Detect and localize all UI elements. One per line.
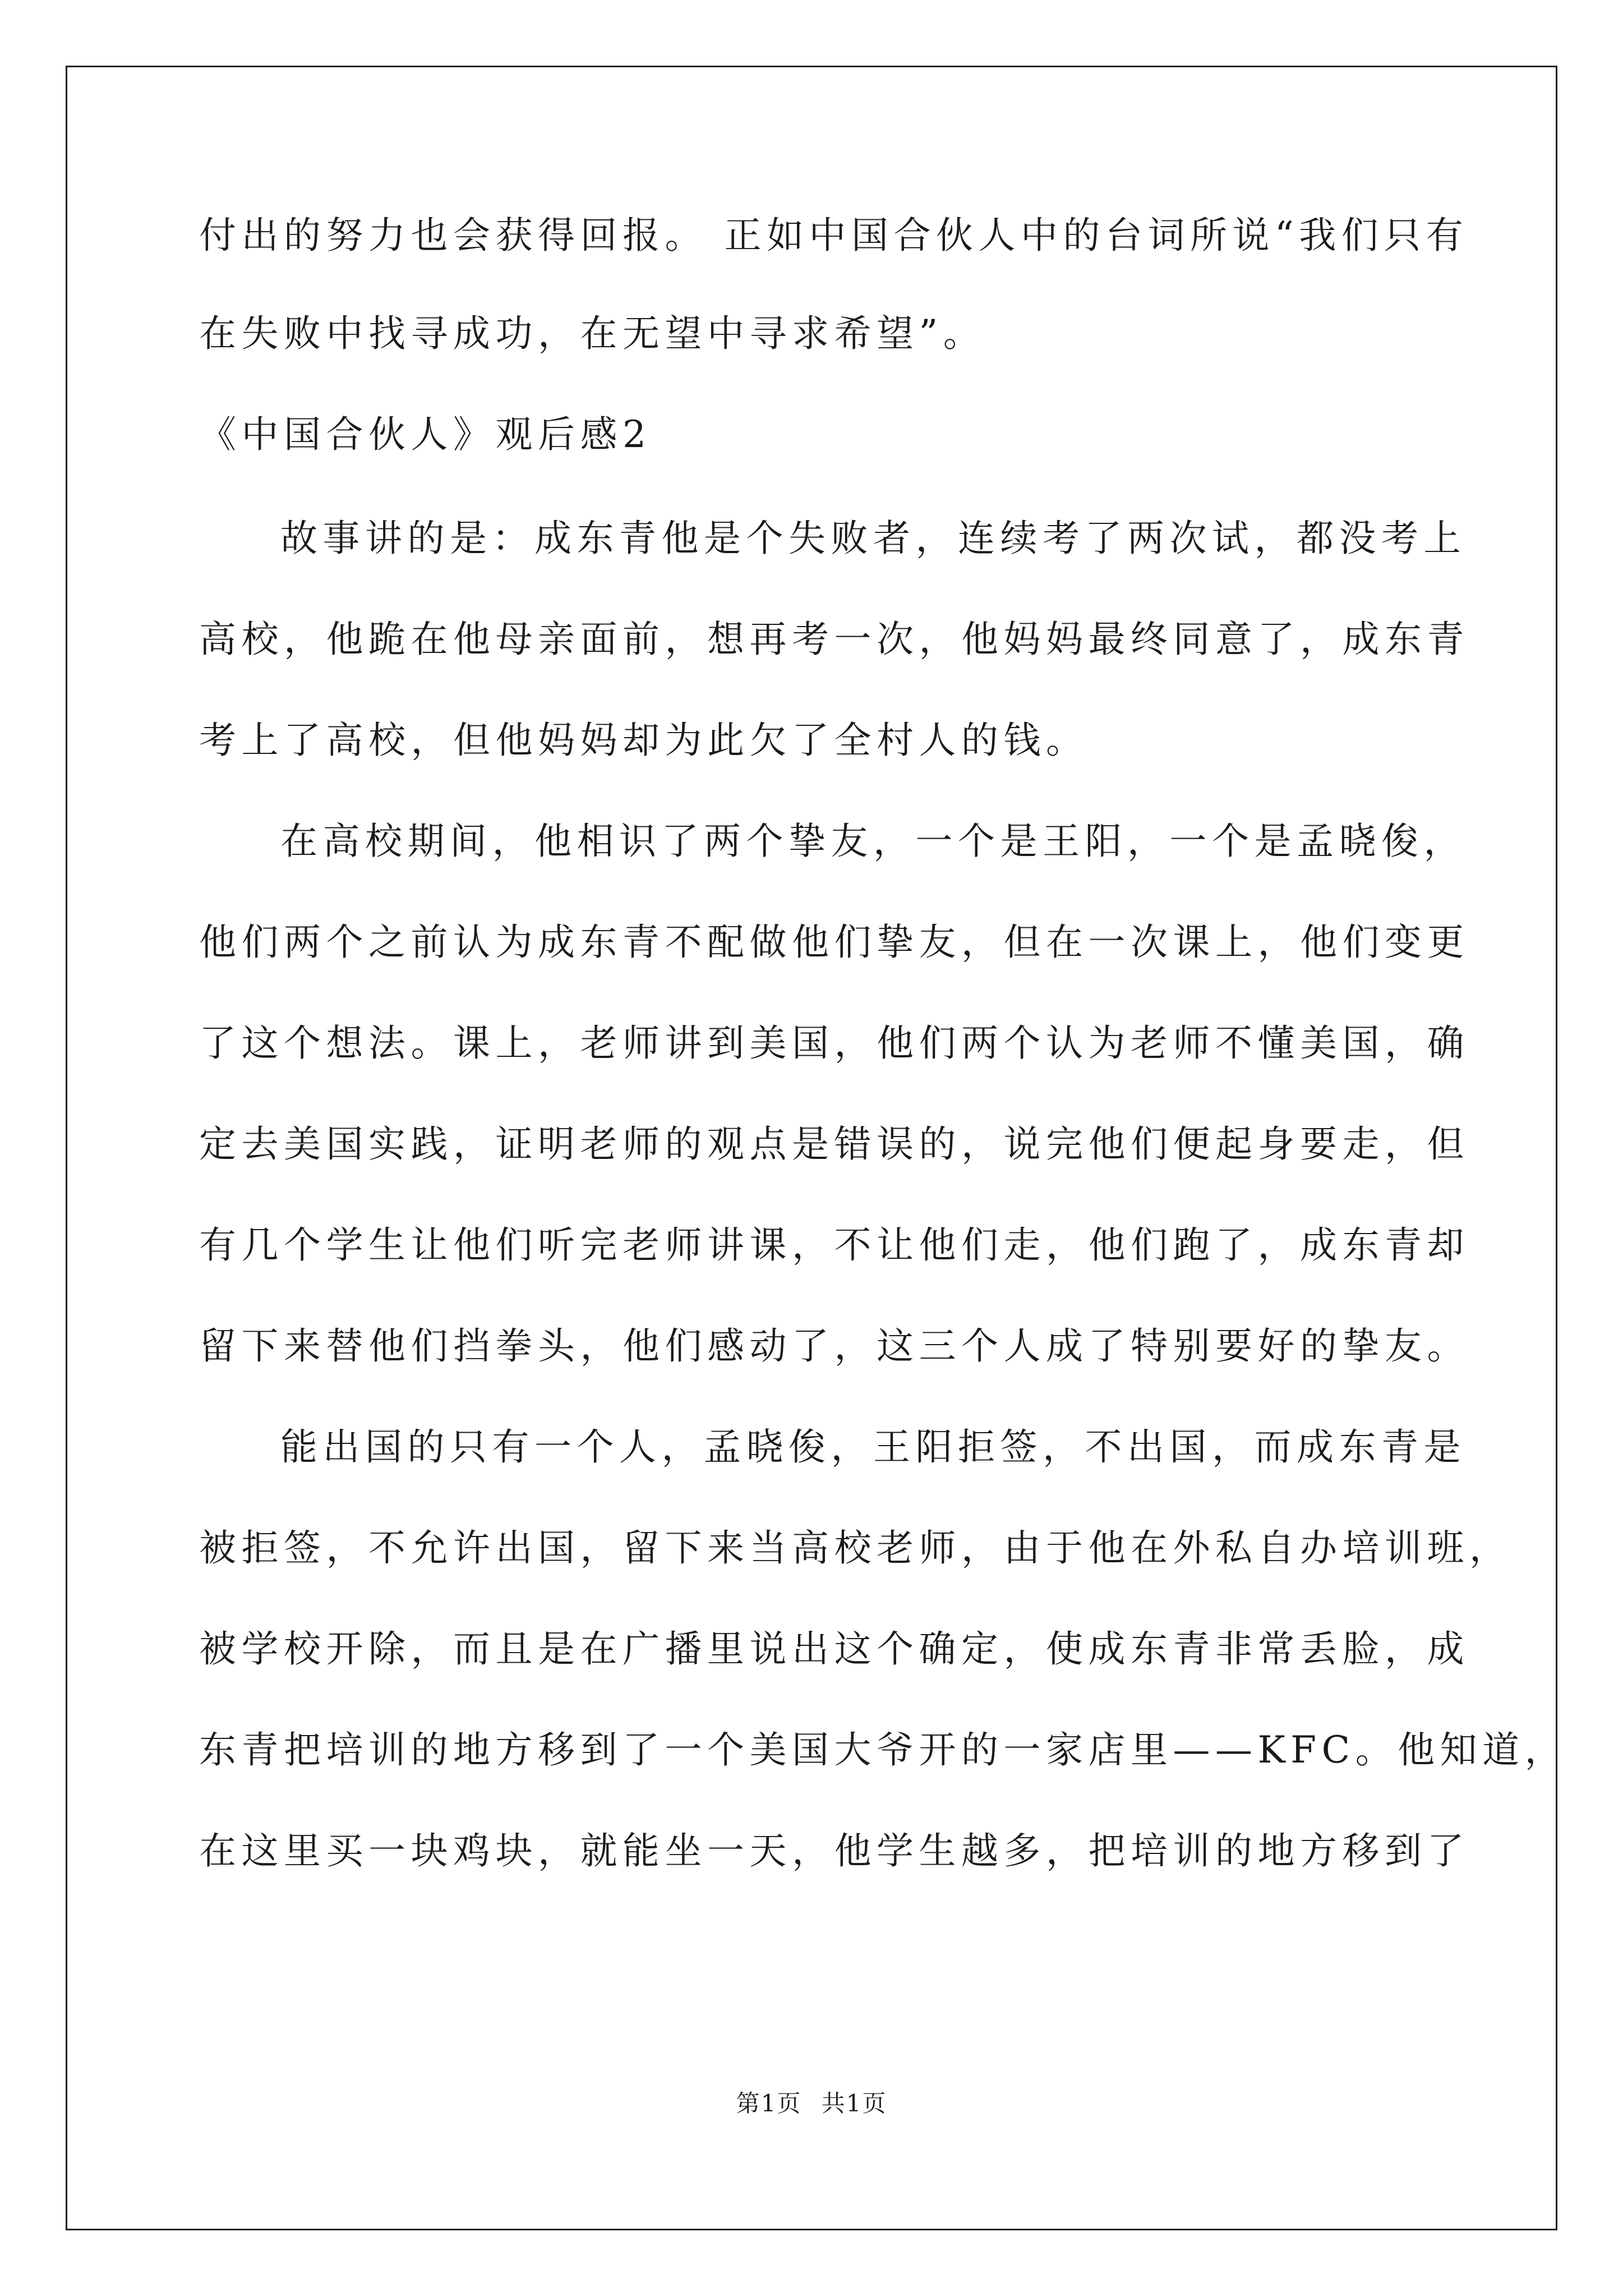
text-line: 高校，他跪在他母亲面前，想再考一次，他妈妈最终同意了，成东青 — [199, 618, 1469, 661]
text-line: 东青把培训的地方移到了一个美国大爷开的一家店里——KFC。他知道， — [199, 1728, 1567, 1772]
text-line: 能出国的只有一个人，孟晓俊，王阳拒签，不出国，而成东青是 — [280, 1425, 1466, 1469]
text-line: 被学校开除，而且是在广播里说出这个确定，使成东青非常丢脸，成 — [199, 1627, 1469, 1671]
text-line: 定去美国实践，证明老师的观点是错误的，说完他们便起身要走，但 — [199, 1122, 1469, 1166]
text-line: 考上了高校，但他妈妈却为此欠了全村人的钱。 — [199, 719, 1089, 762]
text-line: 故事讲的是：成东青他是个失败者，连续考了两次试，都没考上 — [280, 517, 1466, 560]
page-number-footer: 第1页 共1页 — [736, 2090, 887, 2117]
text-line: 付出的努力也会获得回报。 正如中国合伙人中的台词所说“我们只有 — [199, 214, 1469, 257]
text-line: 有几个学生让他们听完老师讲课，不让他们走，他们跑了，成东青却 — [199, 1223, 1469, 1267]
text-line: 在这里买一块鸡块，就能坐一天，他学生越多，把培训的地方移到了 — [199, 1829, 1469, 1872]
text-line: 在失败中找寻成功，在无望中寻求希望”。 — [199, 312, 986, 355]
section-heading: 《中国合伙人》观后感2 — [199, 413, 652, 456]
text-line: 了这个想法。课上，老师讲到美国，他们两个认为老师不懂美国，确 — [199, 1022, 1469, 1065]
text-line: 被拒签，不允许出国，留下来当高校老师，由于他在外私自办培训班， — [199, 1526, 1512, 1570]
text-line: 在高校期间，他相识了两个挚友，一个是王阳，一个是孟晓俊， — [280, 820, 1466, 863]
text-line: 留下来替他们挡拳头，他们感动了，这三个人成了特别要好的挚友。 — [199, 1324, 1469, 1368]
text-line: 他们两个之前认为成东青不配做他们挚友，但在一次课上，他们变更 — [199, 921, 1469, 964]
